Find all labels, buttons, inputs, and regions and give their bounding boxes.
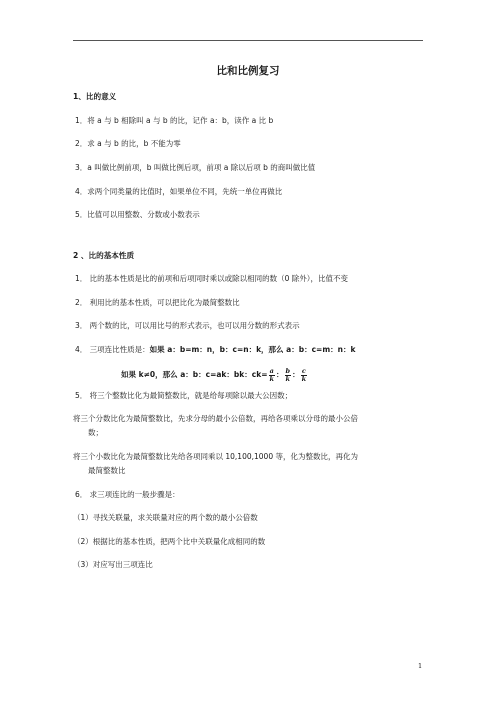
fraction-c-over-k: $\frac{c}{k}$ <box>301 366 307 383</box>
ratio-formula: 如果 k≠0，那么 a：b：c=ak：bk：ck= $\frac{a}{k}$ ： $\frac{b}{k}$ ： $\frac{c}{k}$ <box>121 366 307 383</box>
section1-item: 2．求 a 与 b 的比，b 不能为零 <box>75 139 181 148</box>
section2-heading: 2 、比的基本性质 <box>73 251 135 260</box>
section1-heading: 1、比的意义 <box>73 92 117 101</box>
section1-item: 5．比值可以用整数、分数或小数表示 <box>75 210 200 219</box>
fraction-a-over-k: $\frac{a}{k}$ <box>269 366 275 383</box>
item4-prefix: 4． 三项连比性质是： <box>75 345 150 354</box>
fraction-b-over-k: $\frac{b}{k}$ <box>285 366 291 383</box>
section2-item: 6． 求三项连比的一般步骤是： <box>75 490 180 499</box>
step-item: （2）根据比的基本性质，把两个比中关联量化成相同的数 <box>73 537 266 546</box>
section1-item: 4．求两个同类量的比值时，如果单位不同，先统一单位再做比 <box>75 187 283 196</box>
fraction-ratio-paragraph-line2: 数； <box>88 428 103 437</box>
header-rule <box>73 40 423 41</box>
page-title: 比和比例复习 <box>216 65 280 77</box>
section2-item-4 <box>75 345 355 355</box>
section1-item: 1．将 a 与 b 相除叫 a 与 b 的比，记作 a：b，读作 a 比 b <box>75 116 274 125</box>
section2-item: 2． 利用比的基本性质，可以把比化为最简整数比 <box>75 298 240 307</box>
section2-item: 1． 比的基本性质是比的前项和后项同时乘以或除以相同的数（0 除外），比值不变 <box>75 274 349 283</box>
formula-prefix: 如果 k≠0，那么 a：b：c=ak：bk：ck= <box>121 370 268 379</box>
page-number: 1 <box>418 662 423 670</box>
step-item: （3）对应写出三项连比 <box>73 560 153 569</box>
step-item: （1）寻找关联量，求关联量对应的两个数的最小公倍数 <box>73 513 258 522</box>
section2-item: 3． 两个数的比，可以用比号的形式表示，也可以用分数的形式表示 <box>75 321 300 330</box>
section1-item: 3．a 叫做比例前项，b 叫做比例后项，前项 a 除以后项 b 的商叫做比值 <box>75 163 316 172</box>
section2-item: 5． 将三个整数比化为最简整数比，就是给每项除以最大公因数； <box>75 391 293 400</box>
decimal-ratio-paragraph-line2: 最简整数比 <box>88 466 126 475</box>
decimal-ratio-paragraph-line1: 将三个小数比化为最简整数比先给各项同乘以 10,100,1000 等，化为整数比，再化为 <box>73 452 358 461</box>
fraction-ratio-paragraph-line1: 将三个分数比化为最简整数比，先求分母的最小公倍数，再给各项乘以分母的最小公倍 <box>73 414 358 423</box>
item4-rule: 如果 a：b=m：n，b：c=n：k，那么 a：b：c=m：n：k <box>149 345 356 354</box>
